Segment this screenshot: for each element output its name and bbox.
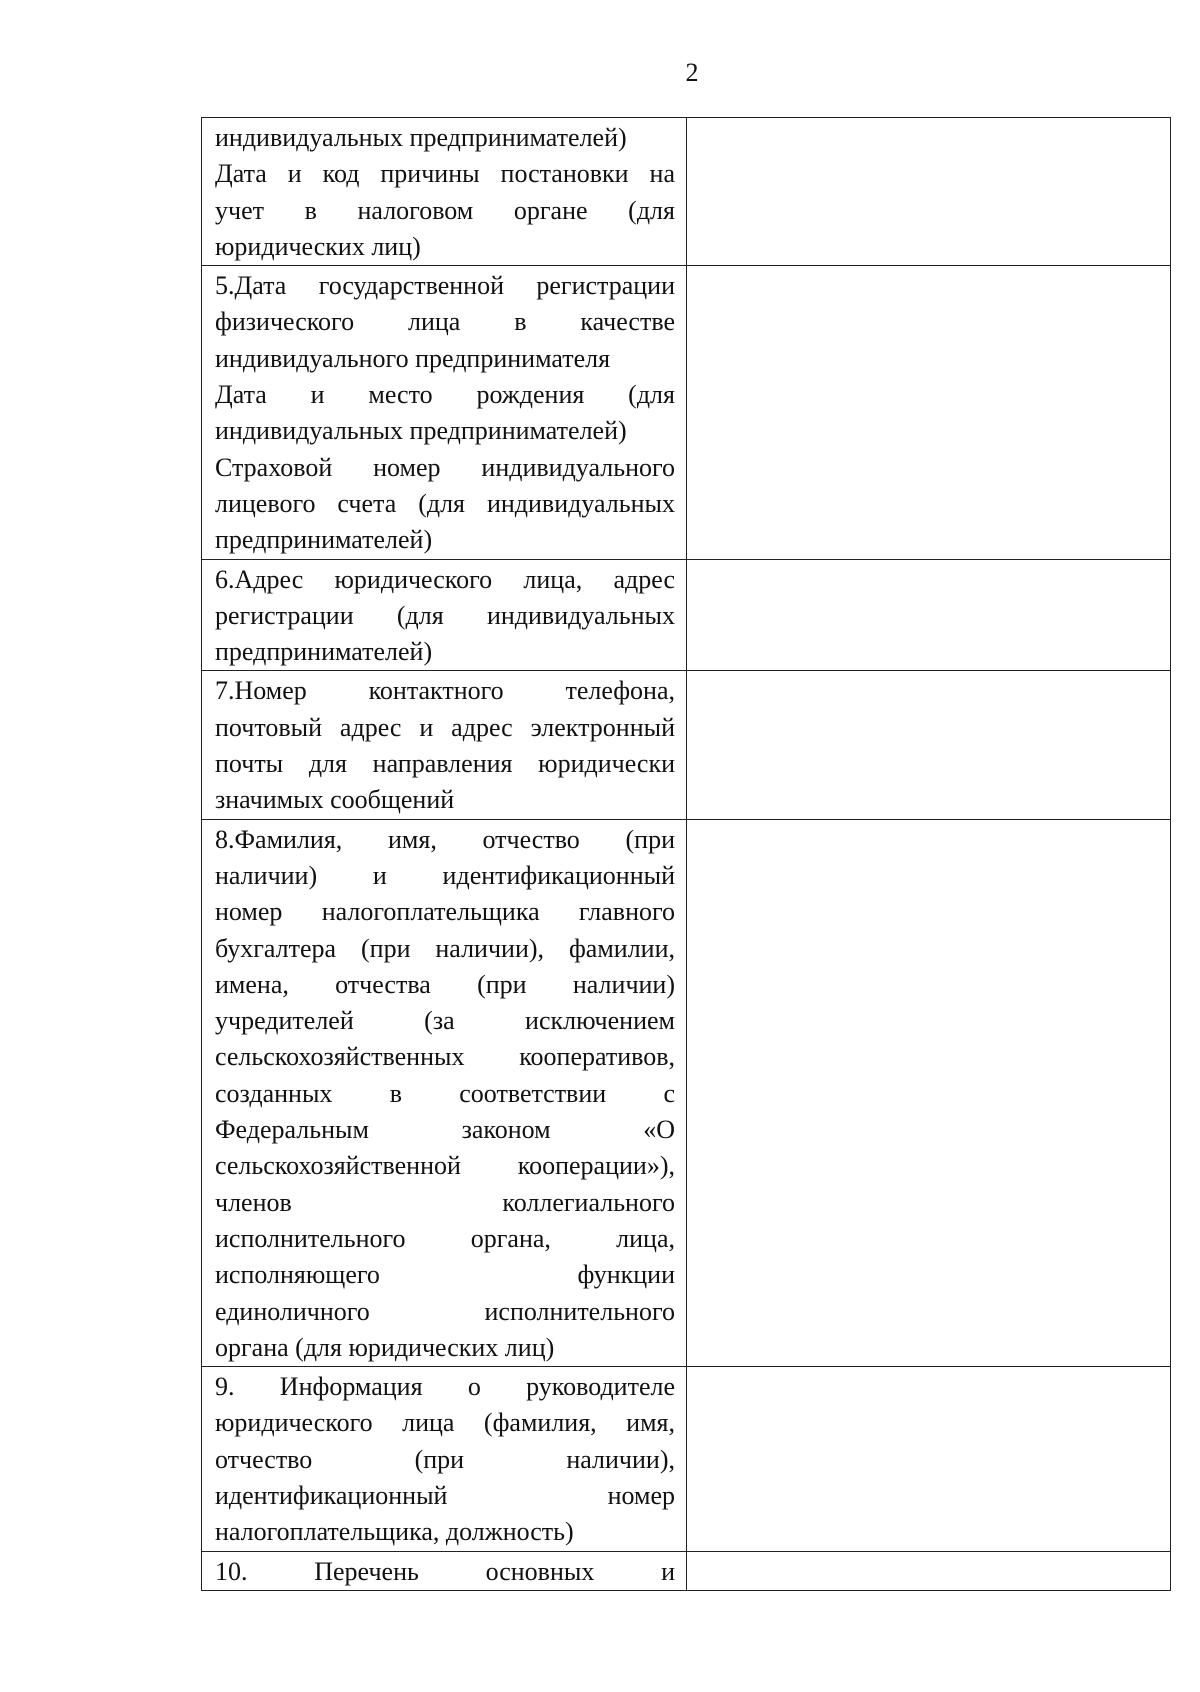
page-number: 2 (685, 58, 699, 87)
table-row (202, 1367, 1171, 1551)
label-line: исполняющего функции (215, 1260, 675, 1290)
label-line: созданных в соответствии с (215, 1078, 675, 1108)
label-line: Федеральным законом «О (215, 1115, 675, 1145)
label-line: учет в налоговом органе (для (215, 195, 675, 225)
label-line: членов коллегиального (215, 1187, 675, 1217)
table-row (202, 671, 1171, 819)
row-label-cell (202, 118, 687, 266)
label-line: 7.Номер контактного телефона, (215, 676, 675, 706)
label-line: 6.Адрес юридического лица, адрес (215, 564, 675, 594)
label-line: единоличного исполнительного (215, 1296, 675, 1326)
row-label-cell (202, 266, 687, 559)
row-label-cell (202, 1367, 687, 1551)
label-line: номер налогоплательщика главного (215, 897, 675, 927)
table-row (202, 559, 1171, 671)
row-label-cell (202, 559, 687, 671)
table-row (202, 118, 1171, 266)
label-line: Дата и место рождения (для (215, 380, 675, 410)
label-line: учредителей (за исключением (215, 1006, 675, 1036)
row-value-cell[interactable] (687, 266, 1171, 559)
label-line: наличии) и идентификационный (215, 860, 675, 890)
label-line: лицевого счета (для индивидуальных (215, 488, 675, 518)
form-table (201, 117, 1171, 1591)
label-line: 8.Фамилия, имя, отчество (при (215, 824, 675, 854)
label-line: сельскохозяйственных кооперативов, (215, 1042, 675, 1072)
label-line: сельскохозяйственной кооперации»), (215, 1151, 675, 1181)
label-line: юридических лиц) (215, 231, 421, 261)
label-line: индивидуальных предпринимателей) (215, 123, 627, 152)
row-value-cell[interactable] (687, 671, 1171, 819)
row-value-cell[interactable] (687, 559, 1171, 671)
label-line: физического лица в качестве (215, 307, 675, 337)
label-line: 10. Перечень основных и (215, 1556, 675, 1586)
label-line: исполнительного органа, лица, (215, 1223, 675, 1253)
label-line: 5.Дата государственной регистрации (215, 271, 675, 301)
row-label-cell (202, 1551, 687, 1590)
row-value-cell[interactable] (687, 118, 1171, 266)
row-value-cell[interactable] (687, 1551, 1171, 1590)
label-line: индивидуальных предпринимателей) (215, 416, 627, 446)
table-body (202, 118, 1171, 1591)
label-line: предпринимателей) (215, 637, 433, 667)
label-line: идентификационный номер (215, 1480, 675, 1510)
table-row (202, 1551, 1171, 1590)
label-line: бухгалтера (при наличии), фамилии, (215, 933, 675, 963)
table-row (202, 819, 1171, 1366)
label-line: значимых сообщений (215, 785, 455, 815)
label-line: предпринимателей) (215, 525, 433, 555)
label-line: Дата и код причины постановки на (215, 159, 675, 189)
row-label-cell (202, 671, 687, 819)
label-line: налогоплательщика, должность) (215, 1517, 574, 1547)
label-line: отчество (при наличии), (215, 1444, 675, 1474)
label-line: индивидуального предпринимателя (215, 343, 611, 373)
label-line: регистрации (для индивидуальных (215, 600, 675, 630)
label-line: юридического лица (фамилия, имя, (215, 1408, 675, 1438)
row-label-cell (202, 819, 687, 1366)
row-value-cell[interactable] (687, 1367, 1171, 1551)
label-line: 9. Информация о руководителе (215, 1372, 675, 1402)
label-line: почты для направления юридически (215, 749, 675, 779)
label-line: Страховой номер индивидуального (215, 452, 675, 482)
label-line: имена, отчества (при наличии) (215, 969, 675, 999)
table-row (202, 266, 1171, 559)
label-line: почтовый адрес и адрес электронный (215, 712, 675, 742)
row-value-cell[interactable] (687, 819, 1171, 1366)
label-line: органа (для юридических лиц) (215, 1332, 555, 1362)
